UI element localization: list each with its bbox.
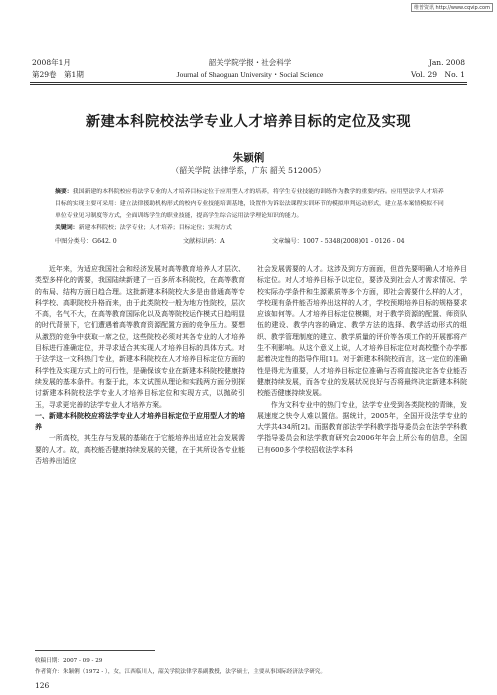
header-journal-cn: 韶关学院学报・社会科学 [208, 58, 292, 67]
classification-line [55, 236, 455, 247]
author-name: 朱颖俐 [232, 152, 265, 164]
document-code: 文献标识码：A [183, 238, 225, 245]
keywords-label: 关键词： [55, 224, 79, 231]
section-heading: 一、新建本科院校应将法学专业人才培养目标定位于应用型人才的培养 [35, 411, 245, 432]
header-volume-cn: 第29卷 第1期 [32, 70, 84, 79]
header-rule-top [30, 82, 467, 83]
footnote-rule [35, 650, 155, 651]
body-paragraph: 作为文科专业中的热门专业，法学专业受到各类院校的青睐，发展速度之快令人难以置信。据统计，2005年，全国开设法学专业的大学共434所[2]。而据教育部法学学科教学指导委员会在法学学科教学指导委员会和法学教育研究会2006年年会上所公布的信息，全国已有600多个学校招收法学本科 [257, 400, 467, 454]
header-date: 2008年1月 [32, 58, 71, 67]
header-volume-en: Vol. 29 No. 1 [411, 70, 465, 79]
clc-number: 中图分类号：G642. 0 [55, 238, 117, 245]
header-rule-bottom [30, 84, 467, 85]
header-journal-en: Journal of Shaoguan University・Social Science [176, 70, 324, 79]
body-paragraph: 一所高校，其生存与发展的基础在于它能培养出适应社会发展需要的人才。故，高校能否健康持续发展的关键，在于其所设各专业能否培养出适应 [35, 434, 245, 466]
keywords-text: 新建本科院校；法学专业；人才培养；目标定位；实现方式 [78, 225, 232, 231]
body-column-left [35, 264, 245, 467]
intro-paragraph: 近年来，为适应我国社会和经济发展对高等教育培养人才层次、类型多样化的需要，我国陆续新建了一百多所本科院校，在高等教育的布局、结构方面日趋合理。这批新建本科院校大多是由普通高等专科学校、高职院校升格而来，由于此类院校一般为地方性院校，层次不高，名气不大，在高等教育国际化以及高等院校运作模式日趋明显的时代背景下，它们遭遇着高等教育资源配置方面的竞争压力。要想从激烈的竞争中获取一席之位，这些院校必须对其各专业的人才培养目标进行准确定位，并寻求适合其实现人才培养目标的具体方式。对于法学这一文科热门专业，新建本科院校在人才培养目标定位方面的科学性及实现方式上的可行性，是确保该专业在新建本科院校健康持续发展的基本条件。有鉴于此，本文试图从理论和实践两方面分别探讨新建本科院校法学专业人才培养目标定位和实现方式，以抛砖引玉，寻求更完善的法学专业人才培养方案。 [35, 265, 245, 409]
abstract-paragraph [55, 186, 445, 222]
received-date: 收稿日期：2007 - 09 - 29 [35, 658, 103, 664]
watermark: 维普资讯 http://www.cqvip.com [411, 3, 493, 12]
abstract-block [55, 186, 445, 234]
keywords-line [55, 222, 445, 234]
author-bio: 作者简介：朱颖俐（1972 - ），女，江西临川人，韶关学院法律学系副教授，法学硕士，主要从事国际经济法学研究。 [35, 669, 326, 675]
article-number: 文章编号：1007 - 5348(2008)01 - 0126 - 04 [272, 238, 405, 245]
body-paragraph: 社会发展需要的人才。这涉及到方方面面，但首先要明确人才培养目标定位。对人才培养目标予以定位，要涉及到社会人才需求情况、学校实际办学条件和生源素质等多个方面，即社会需要什么样的人才，学校现有条件能否培养出这样的人才，学校预期培养目标的规格要求应该如何等。人才培养目标定位模糊，对于教学资源的配置、师资队伍的建设、教学内容的确定、教学方法的选择、教学活动形式的组织、教学管理制度的建立、教学质量的评价等各项工作的开展都将产生不利影响。从这个意义上说，人才培养目标定位对高校整个办学都起着决定性的指导作用[1]。对于新建本科院校而言，这一定位的准确性是得尤为重要，人才培养目标定位准确与否将直接决定各专业能否健康持续发展，而各专业的发展状况良好与否将最终决定新建本科院校能否健康持续发展。 [257, 265, 467, 398]
abstract-label: 摘要： [55, 188, 73, 195]
body-column-right [257, 264, 467, 456]
author-affiliation: （韶关学院 法律学系，广东 韶关 512005） [171, 166, 326, 175]
abstract-text: 我国新建的本科院校应将法学专业的人才培养目标定位于应用型人才的培养，将学生专业技能的训练作为教学的重要内容。应用型法学人才培养目标的实现主要可采用：建立法律援助机构形式的校内专业技能培训基地，设置作为诉讼法课程实训环节的模拟审判运动形式，建立基本案情模拟不同单位专业见习制度等方式，全面训练学生的职业技能，提高学生综合运用法学理论知识的能力。 [55, 189, 444, 219]
article-title: 新建本科院校法学专业人才培养目标的定位及实现 [85, 114, 412, 130]
page-number: 126 [35, 681, 50, 690]
header-month-en: Jan. 2008 [428, 58, 465, 67]
